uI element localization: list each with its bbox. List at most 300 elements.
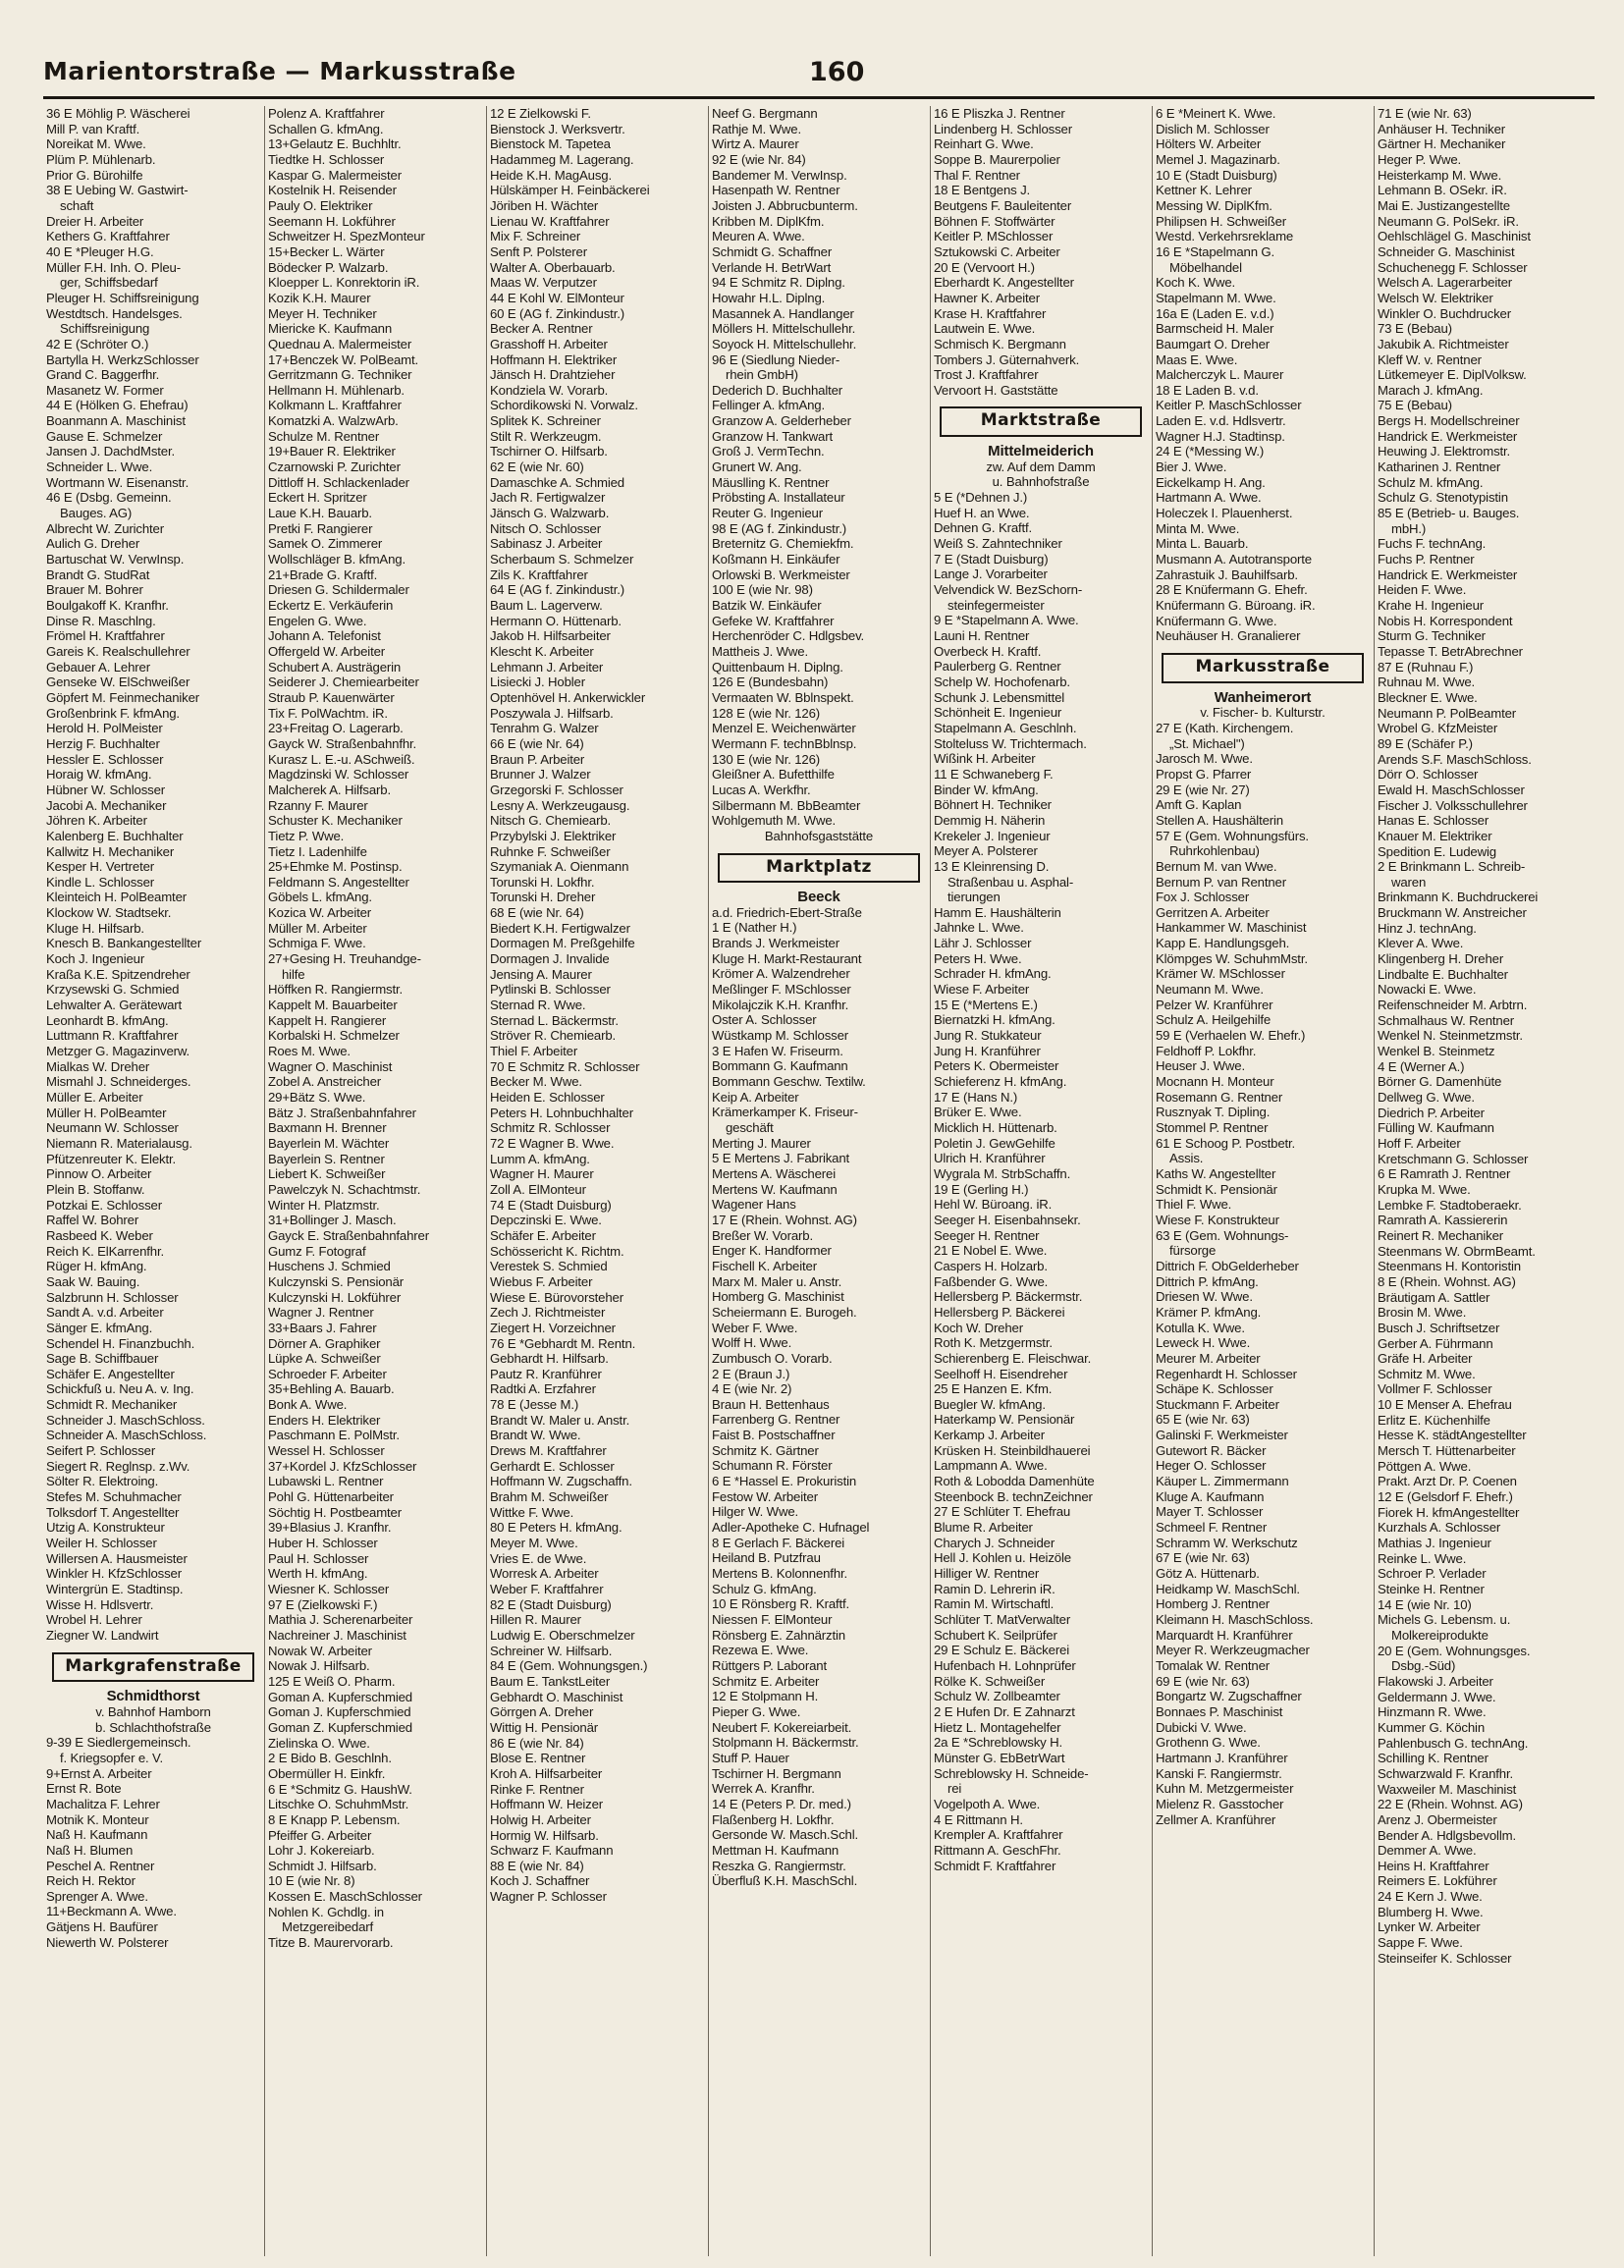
resident-entry: Pleuger H. Schiffsreinigung [46, 290, 199, 305]
resident-entry: Driesen G. Schildermaler [268, 582, 409, 598]
resident-entry: Meyer M. Wwe. [490, 1536, 578, 1551]
resident-entry: Gayck W. Straßenbahnfhr. [268, 735, 417, 751]
resident-entry: Minta M. Wwe. [1156, 520, 1240, 536]
resident-entry: Wrobel G. KfzMeister [1378, 721, 1498, 736]
house-entry: 74 E (Stadt Duisburg) [490, 1197, 612, 1213]
resident-entry: Gayck E. Straßenbahnfahrer [268, 1227, 429, 1243]
resident-entry: Kallwitz H. Mechaniker [46, 843, 175, 859]
house-entry: 27 E Schlüter T. Ehefrau [934, 1504, 1071, 1520]
resident-entry: Paulerberg G. Rentner [934, 659, 1061, 675]
resident-entry: Rüger H. kfmAng. [46, 1259, 147, 1274]
resident-entry: Heuser J. Wwe. [1156, 1058, 1245, 1074]
house-entry: 17 E (Rhein. Wohnst. AG) [712, 1212, 857, 1227]
resident-entry: Metzger G. Magazinverw. [46, 1044, 190, 1059]
resident-entry: Sage B. Schiffbauer [46, 1351, 159, 1367]
resident-entry: Kondziela W. Vorarb. [490, 382, 609, 398]
resident-entry: Plüm P. Mühlenarb. [46, 151, 156, 167]
resident-entry: Breßer W. Vorarb. [712, 1227, 813, 1243]
resident-entry: Lynker W. Arbeiter [1378, 1919, 1481, 1935]
resident-entry: Stuff P. Hauer [712, 1750, 789, 1765]
resident-entry: Krahe H. Ingenieur [1378, 598, 1484, 613]
resident-entry: Dellweg G. Wwe. [1378, 1090, 1475, 1105]
resident-entry: Becker A. Rentner [490, 321, 593, 337]
resident-entry: Pinnow O. Arbeiter [46, 1166, 152, 1182]
resident-entry: Lisiecki J. Hobler [490, 675, 585, 690]
resident-entry: Schmidt R. Mechaniker [46, 1397, 178, 1413]
resident-entry: Schelp W. Hochofenarb. [934, 674, 1070, 689]
resident-entry: Hoff F. Arbeiter [1378, 1135, 1461, 1151]
resident-entry: Nitsch O. Schlosser [490, 520, 601, 536]
resident-entry: Granzow H. Tankwart [712, 428, 833, 444]
resident-entry: Handrick E. Werkmeister [1378, 428, 1518, 444]
directory-column [931, 106, 1153, 2256]
resident-entry: Gerber A. Führmann [1378, 1335, 1493, 1351]
resident-entry: Messing W. DiplKfm. [1156, 197, 1272, 213]
resident-entry: Schickfuß u. Neu A. v. Ing. [46, 1381, 194, 1397]
resident-entry: Rosemann G. Rentner [1156, 1089, 1283, 1105]
house-entry: 6 E *Meinert K. Wwe. [1156, 106, 1276, 121]
house-entry: 12 E (Gelsdorf F. Ehefr.) [1378, 1489, 1513, 1505]
resident-entry: Lehmann J. Arbeiter [490, 659, 604, 675]
resident-entry: Göpfert M. Feinmechaniker [46, 689, 200, 705]
resident-entry: Kaspar G. Malermeister [268, 167, 402, 183]
resident-entry: Bender A. Hdlgsbevollm. [1378, 1827, 1516, 1843]
resident-entry: Schulz M. kfmAng. [1378, 474, 1484, 490]
resident-entry: Handrick E. Werkmeister [1378, 567, 1518, 582]
resident-entry: Philipsen H. Schweißer [1156, 213, 1287, 229]
resident-entry: Winkler O. Buchdrucker [1378, 305, 1511, 321]
resident-entry: Dormagen J. Invalide [490, 951, 610, 967]
resident-entry: Charych J. Schneider [934, 1535, 1056, 1550]
resident-entry: Jarosch M. Wwe. [1156, 751, 1253, 767]
resident-entry: Hilger W. Wwe. [712, 1504, 799, 1520]
resident-entry: Kuhn M. Metzgermeister [1156, 1781, 1294, 1797]
resident-entry: Lesny A. Werkzeugausg. [490, 797, 630, 813]
house-entry: 23+Freitag O. Lagerarb. [268, 721, 404, 736]
house-entry: 84 E (Gem. Wohnungsgen.) [490, 1658, 648, 1674]
resident-entry: Schuster K. Mechaniker [268, 813, 403, 829]
resident-entry: Kapp E. Handlungsgeh. [1156, 936, 1290, 951]
resident-entry: Krekeler J. Ingenieur [934, 828, 1051, 843]
resident-entry: Pfeiffer G. Arbeiter [268, 1827, 372, 1843]
resident-entry: Schneider J. MaschSchloss. [46, 1412, 205, 1428]
resident-entry: Schmitz R. Schlosser [490, 1120, 611, 1136]
resident-entry: Kroh A. Hilfsarbeiter [490, 1765, 603, 1781]
resident-entry: Wagner P. Schlosser [490, 1889, 607, 1905]
resident-entry: Krämerkamper K. Friseur- [712, 1105, 858, 1120]
resident-entry: Jänsch G. Walzwarb. [490, 506, 610, 521]
house-entry: 4 E Rittmann H. [934, 1811, 1023, 1827]
resident-entry: Pautz R. Kranführer [490, 1366, 602, 1381]
resident-entry: Krüsken H. Steinbildhauerei [934, 1442, 1091, 1458]
resident-entry: Masannek A. Handlanger [712, 305, 854, 321]
resident-entry: Wagner H. Maurer [490, 1166, 594, 1182]
resident-entry: Ruhnau M. Wwe. [1378, 675, 1476, 690]
house-entry: 10 E (Stadt Duisburg) [1156, 167, 1277, 183]
resident-entry: Raffel W. Bohrer [46, 1213, 139, 1228]
resident-entry: Caspers H. Holzarb. [934, 1258, 1048, 1273]
resident-entry: Mettman H. Kaufmann [712, 1842, 839, 1858]
resident-entry: Schmisch K. Bergmann [934, 336, 1066, 351]
house-entry: 24 E Kern J. Wwe. [1378, 1889, 1483, 1905]
resident-entry: Brandt W. Maler u. Anstr. [490, 1412, 630, 1428]
house-entry: 21+Brade G. Kraftf. [268, 567, 378, 582]
resident-entry: Kulczynski H. Lokführer [268, 1289, 402, 1305]
resident-entry: Heide K.H. MagAusg. [490, 167, 612, 183]
house-entry: 13 E Kleinrensing D. [934, 858, 1050, 874]
resident-entry: Schneider A. MaschSchloss. [46, 1428, 207, 1443]
resident-entry: Bienstock J. Werksvertr. [490, 121, 625, 136]
resident-entry: Sölter R. Elektroing. [46, 1474, 159, 1489]
resident-entry: Kleff W. v. Rentner [1378, 351, 1482, 367]
resident-entry: Nowak J. Hilfsarb. [268, 1658, 370, 1674]
resident-entry: Jacobi A. Mechaniker [46, 797, 167, 813]
resident-entry: Wermann F. technBblnsp. [712, 735, 857, 751]
resident-entry: Schössericht K. Richtm. [490, 1243, 624, 1259]
resident-entry: Neuhäuser H. Granalierer [1156, 628, 1301, 644]
house-entry: 10 E (wie Nr. 8) [268, 1873, 355, 1889]
house-entry: 17 E (Hans N.) [934, 1089, 1018, 1105]
resident-entry: Festow W. Arbeiter [712, 1488, 818, 1504]
resident-entry: Großenbrink F. kfmAng. [46, 705, 180, 721]
resident-entry: Fuchs P. Rentner [1378, 552, 1475, 567]
resident-entry: Kindle L. Schlosser [46, 874, 155, 890]
resident-entry: Steinseifer K. Schlosser [1378, 1950, 1512, 1966]
resident-entry: Roth K. Metzgermstr. [934, 1335, 1053, 1351]
resident-entry: Hilliger W. Rentner [934, 1566, 1040, 1582]
resident-entry: Sprenger A. Wwe. [46, 1888, 148, 1904]
resident-entry: Pelzer W. Kranführer [1156, 997, 1273, 1012]
resident-entry: Overbeck H. Kraftf. [934, 643, 1042, 659]
resident-entry: Kettner K. Lehrer [1156, 183, 1252, 198]
house-entry: 128 E (wie Nr. 126) [712, 705, 821, 721]
resident-entry: Meyer H. Techniker [268, 305, 377, 321]
house-entry: 13+Gelautz E. Buchhltr. [268, 136, 402, 152]
house-entry: 11 E Schwaneberg F. [934, 766, 1054, 782]
resident-entry: Lubawski L. Rentner [268, 1474, 384, 1489]
resident-entry: Sabinasz J. Arbeiter [490, 536, 603, 552]
resident-entry: Jöriben H. Wächter [490, 197, 599, 213]
resident-entry: Heidkamp W. MaschSchl. [1156, 1581, 1300, 1596]
resident-entry: Müller M. Arbeiter [268, 920, 367, 936]
resident-entry: Plein B. Stoffanw. [46, 1181, 145, 1197]
resident-entry: Siegert R. Reglnsp. z.Wv. [46, 1458, 190, 1474]
house-entry: 29 E (wie Nr. 27) [1156, 782, 1250, 797]
resident-entry: Goman A. Kupferschmied [268, 1689, 412, 1704]
house-entry: 6 E *Schmitz G. HaushW. [268, 1781, 412, 1797]
house-entry: 70 E Schmitz R. Schlosser [490, 1058, 640, 1074]
resident-entry: Gareis K. Realschullehrer [46, 643, 190, 659]
resident-entry: Jung R. Stukkateur [934, 1028, 1042, 1044]
resident-entry: Szymaniak A. Oienmann [490, 859, 629, 875]
house-entry: 12 E Stolpmann H. [712, 1689, 819, 1704]
resident-entry: Rezewa E. Wwe. [712, 1643, 809, 1658]
resident-entry: Knüfermann G. Büroang. iR. [1156, 598, 1316, 613]
resident-entry: Möllers H. Mittelschullehr. [712, 321, 856, 337]
resident-entry: Dislich M. Schlosser [1156, 121, 1270, 136]
resident-entry: Neef G. Bergmann [712, 106, 818, 121]
resident-entry: Krempler A. Kraftfahrer [934, 1827, 1063, 1843]
resident-entry: Offergeld W. Arbeiter [268, 643, 386, 659]
resident-entry: Tepasse T. BetrAbrechner [1378, 643, 1523, 659]
house-entry: 33+Baars J. Fahrer [268, 1320, 377, 1335]
resident-entry: Rasbeed K. Weber [46, 1227, 153, 1243]
house-entry: 20 E (Gem. Wohnungsges. [1378, 1643, 1531, 1658]
resident-entry: Blumberg H. Wwe. [1378, 1904, 1484, 1919]
resident-entry: Wittke F. Wwe. [490, 1504, 574, 1520]
resident-entry: Keip A. Arbeiter [712, 1089, 799, 1105]
resident-entry: Söchtig H. Postbeamter [268, 1504, 402, 1520]
resident-entry: Holwig H. Arbeiter [490, 1811, 591, 1827]
resident-entry: Kluge H. Hilfsarb. [46, 920, 144, 936]
house-entry: 78 E (Jesse M.) [490, 1397, 579, 1413]
resident-entry: Krzysewski G. Schmied [46, 982, 180, 998]
resident-entry: Vermaaten W. Bblnspekt. [712, 689, 854, 705]
resident-entry: Roes M. Wwe. [268, 1044, 351, 1059]
resident-entry: Kluge H. Markt-Restaurant [712, 950, 862, 966]
resident-entry: Feldmann S. Angestellter [268, 874, 409, 890]
resident-entry: Wortmann W. Eisenanstr. [46, 474, 189, 490]
resident-entry: Keitler P. MaschSchlosser [1156, 398, 1302, 413]
resident-entry: Diedrich P. Arbeiter [1378, 1105, 1485, 1120]
resident-entry: Ewald H. MaschSchlosser [1378, 782, 1525, 797]
resident-entry: Heiden F. Wwe. [1378, 582, 1467, 598]
entry-continuation: Bauges. AG) [60, 506, 133, 521]
house-entry: 5 E (*Dehnen J.) [934, 490, 1028, 506]
house-entry: 14 E (Peters P. Dr. med.) [712, 1796, 851, 1811]
resident-entry: Verlande H. BetrWart [712, 259, 832, 275]
resident-entry: Tomalak W. Rentner [1156, 1657, 1271, 1673]
resident-entry: Kerkamp J. Arbeiter [934, 1428, 1045, 1443]
resident-entry: Tombers J. Güternahverk. [934, 351, 1080, 367]
house-entry: 8 E Gerlach F. Bäckerei [712, 1535, 845, 1550]
house-entry: 2 E Hufen Dr. E Zahnarzt [934, 1703, 1075, 1719]
resident-entry: Utzig A. Konstrukteur [46, 1520, 165, 1536]
resident-entry: Schweitzer H. SpezMonteur [268, 229, 425, 244]
resident-entry: Miericke K. Kaufmann [268, 321, 392, 337]
resident-entry: Bartuschat W. VerwInsp. [46, 552, 185, 567]
resident-entry: Hartmann A. Wwe. [1156, 490, 1262, 506]
house-entry: 9+Ernst A. Arbeiter [46, 1765, 152, 1781]
resident-entry: Wagner H.J. Stadtinsp. [1156, 428, 1285, 444]
resident-entry: Wiese E. Bürovorsteher [490, 1289, 623, 1305]
resident-entry: Welsch W. Elektriker [1378, 290, 1493, 305]
house-entry: 68 E (wie Nr. 64) [490, 905, 584, 921]
page-title: Marientorstraße — Markusstraße [43, 57, 516, 85]
resident-entry: Becker M. Wwe. [490, 1074, 582, 1090]
house-entry: 87 E (Ruhnau F.) [1378, 659, 1474, 675]
resident-entry: Heiland B. Putzfrau [712, 1550, 821, 1566]
resident-entry: Wagner O. Maschinist [268, 1058, 393, 1074]
resident-entry: Nobis H. Korrespondent [1378, 613, 1513, 628]
resident-entry: Börner G. Damenhüte [1378, 1074, 1502, 1090]
house-entry: 14 E (wie Nr. 10) [1378, 1596, 1472, 1612]
house-entry: 75 E (Bebau) [1378, 398, 1452, 413]
resident-entry: Seeger H. Rentner [934, 1227, 1040, 1243]
street-range: Bahnhofsgaststätte [764, 828, 874, 843]
resident-entry: Lehwalter A. Gerätewart [46, 998, 183, 1013]
resident-entry: Gerritzmann G. Techniker [268, 367, 412, 383]
resident-entry: Tolksdorf T. Angestellter [46, 1504, 180, 1520]
resident-entry: Binder W. kfmAng. [934, 782, 1039, 797]
resident-entry: Hartmann J. Kranführer [1156, 1750, 1288, 1765]
resident-entry: Kloepper L. Konrektorin iR. [268, 275, 420, 291]
resident-entry: Wrobel H. Lehrer [46, 1612, 142, 1628]
resident-entry: Huschens J. Schmied [268, 1259, 391, 1274]
resident-entry: Rinke F. Rentner [490, 1781, 584, 1797]
resident-entry: Regenhardt H. Schlosser [1156, 1366, 1297, 1381]
house-entry: 37+Kordel J. KfzSchlosser [268, 1458, 417, 1474]
resident-entry: Krömer A. Walzendreher [712, 966, 850, 982]
resident-entry: Arenz J. Obermeister [1378, 1811, 1497, 1827]
resident-entry: Gause E. Schmelzer [46, 428, 163, 444]
resident-entry: Schmidt G. Schaffner [712, 243, 833, 259]
house-entry: 94 E Schmitz R. Diplng. [712, 275, 845, 291]
house-entry: 100 E (wie Nr. 98) [712, 582, 813, 598]
resident-entry: Wüstkamp M. Schlosser [712, 1028, 849, 1044]
resident-entry: Heisterkamp M. Wwe. [1378, 167, 1502, 183]
house-entry: 2 E Bido B. Geschlnh. [268, 1751, 392, 1766]
resident-entry: Schulze M. Rentner [268, 428, 380, 444]
house-entry: 39+Blasius J. Kranfhr. [268, 1520, 392, 1536]
resident-entry: Hoffmann H. Elektriker [490, 351, 618, 367]
resident-entry: Pahlenbusch G. technAng. [1378, 1735, 1529, 1751]
house-entry: 40 E *Pleuger H.G. [46, 243, 154, 259]
house-entry: 15+Becker L. Wärter [268, 243, 385, 259]
resident-entry: Schubert K. Seilprüfer [934, 1627, 1057, 1643]
house-entry: 29 E Schulz E. Bäckerei [934, 1643, 1070, 1658]
page-header [43, 57, 1595, 96]
resident-entry: Steenmans W. ObrmBeamt. [1378, 1243, 1536, 1259]
resident-entry: Herchenröder C. Hdlgsbev. [712, 628, 865, 644]
resident-entry: Zech J. Richtmeister [490, 1305, 606, 1321]
resident-entry: Leweck H. Wwe. [1156, 1335, 1251, 1351]
resident-entry: Grzegorski F. Schlosser [490, 782, 623, 797]
resident-entry: Brandt G. StudRat [46, 567, 150, 582]
resident-entry: Müller E. Arbeiter [46, 1090, 143, 1105]
resident-entry: Schallen G. kfmAng. [268, 121, 384, 136]
resident-entry: Busch J. Schriftsetzer [1378, 1320, 1500, 1335]
house-entry: 10 E Rönsberg R. Kraftf. [712, 1596, 850, 1612]
resident-entry: Albrecht W. Zurichter [46, 520, 164, 536]
resident-entry: Schunk J. Lebensmittel [934, 689, 1065, 705]
resident-entry: Kalenberg E. Buchhalter [46, 828, 184, 843]
resident-entry: Hellersberg P. Bäckerei [934, 1304, 1065, 1320]
resident-entry: Marx M. Maler u. Anstr. [712, 1273, 842, 1289]
resident-entry: Meyer A. Polsterer [934, 843, 1038, 859]
resident-entry: Rüttgers P. Laborant [712, 1657, 827, 1673]
resident-entry: Willersen A. Hausmeister [46, 1550, 188, 1566]
resident-entry: Grasshoff H. Arbeiter [490, 336, 608, 351]
resident-entry: Zahrastuik J. Bauhilfsarb. [1156, 567, 1298, 582]
resident-entry: Bommann G. Kaufmann [712, 1058, 848, 1074]
resident-entry: Seemann H. Lokführer [268, 213, 396, 229]
resident-entry: Reich K. ElKarrenfhr. [46, 1243, 164, 1259]
resident-entry: Welsch A. Lagerarbeiter [1378, 275, 1513, 291]
house-entry: 126 E (Bundesbahn) [712, 675, 829, 690]
resident-entry: Mocnann H. Monteur [1156, 1074, 1274, 1090]
resident-entry: Krämer W. MSchlosser [1156, 966, 1285, 982]
resident-entry: Ramin M. Wirtschaftl. [934, 1596, 1055, 1612]
resident-entry: Müller F.H. Inh. O. Pleu- [46, 259, 181, 275]
resident-entry: Schmidt J. Hilfsarb. [268, 1858, 377, 1873]
house-entry: 46 E (Dsbg. Gemeinn. [46, 490, 172, 506]
house-entry: 125 E Weiß O. Pharm. [268, 1673, 396, 1689]
resident-entry: Ziegner W. Landwirt [46, 1627, 159, 1643]
entry-continuation: Schiffsreinigung [60, 321, 150, 337]
house-entry: 86 E (wie Nr. 84) [490, 1735, 584, 1751]
resident-entry: Liebert K. Schweißer [268, 1166, 386, 1182]
resident-entry: Bräutigam A. Sattler [1378, 1289, 1490, 1305]
resident-entry: Breternitz G. Chemiekfm. [712, 536, 854, 552]
resident-entry: Niessen F. ElMonteur [712, 1612, 833, 1627]
resident-entry: Niemann R. Materialausg. [46, 1135, 192, 1151]
house-entry: 19+Bauer R. Elektriker [268, 444, 396, 459]
house-entry: 98 E (AG f. Zinkindustr.) [712, 520, 846, 536]
resident-entry: Meßlinger F. MSchlosser [712, 982, 851, 998]
resident-entry: Arends S.F. MaschSchloss. [1378, 751, 1532, 767]
resident-entry: Spedition E. Ludewig [1378, 843, 1496, 859]
resident-entry: Ulrich H. Kranführer [934, 1151, 1046, 1166]
resident-entry: Straub P. Kauenwärter [268, 689, 395, 705]
resident-entry: Krämer P. kfmAng. [1156, 1304, 1262, 1320]
resident-entry: Bergs H. Modellschreiner [1378, 413, 1520, 429]
resident-entry: Wolff H. Wwe. [712, 1335, 792, 1351]
resident-entry: Bienstock M. Tapetea [490, 136, 611, 152]
resident-entry: Wiese F. Konstrukteur [1156, 1212, 1279, 1227]
resident-entry: Gätjens H. Baufürer [46, 1919, 158, 1935]
resident-entry: Dörr O. Schlosser [1378, 767, 1479, 783]
resident-entry: Biedert K.H. Fertigwalzer [490, 920, 630, 936]
resident-entry: Hinzmann R. Wwe. [1378, 1704, 1487, 1720]
resident-entry: Adler-Apotheke C. Hufnagel [712, 1520, 870, 1536]
resident-entry: Jensing A. Maurer [490, 966, 592, 982]
resident-entry: Reuter G. Ingenieur [712, 506, 823, 521]
resident-entry: Pretki F. Rangierer [268, 520, 373, 536]
resident-entry: Weiß S. Zahntechniker [934, 536, 1062, 552]
resident-entry: Galinski F. Werkmeister [1156, 1428, 1288, 1443]
resident-entry: Nowacki E. Wwe. [1378, 982, 1477, 998]
resident-entry: Höffken R. Rangiermstr. [268, 982, 404, 998]
resident-entry: a.d. Friedrich-Ebert-Straße [712, 904, 862, 920]
resident-entry: Titze B. Maurervorarb. [268, 1935, 394, 1951]
entry-continuation: hilfe [282, 966, 305, 982]
resident-entry: Steenbock B. technZeichner [934, 1488, 1093, 1504]
resident-entry: Damaschke A. Schmied [490, 474, 624, 490]
resident-entry: Koch W. Dreher [934, 1320, 1023, 1335]
resident-entry: Verestek S. Schmied [490, 1259, 608, 1274]
resident-entry: Granzow A. Gelderheber [712, 413, 851, 429]
resident-entry: Naß H. Blumen [46, 1842, 134, 1858]
entry-continuation: rhein GmbH) [726, 367, 798, 383]
resident-entry: Schierenberg E. Fleischwar. [934, 1350, 1092, 1366]
resident-entry: Wagener Hans [712, 1197, 796, 1213]
resident-entry: Pöttgen A. Wwe. [1378, 1458, 1472, 1474]
resident-entry: Schäfer E. Arbeiter [490, 1227, 596, 1243]
resident-entry: Jöhren K. Arbeiter [46, 813, 147, 829]
resident-entry: Schmitz E. Arbeiter [712, 1673, 820, 1689]
house-entry: 10 E Menser A. Ehefrau [1378, 1397, 1512, 1413]
resident-entry: Jakob H. Hilfsarbeiter [490, 628, 611, 644]
resident-entry: Zobel A. Anstreicher [268, 1074, 382, 1090]
resident-entry: Hormig W. Hilfsarb. [490, 1827, 599, 1843]
resident-entry: Blose E. Rentner [490, 1751, 586, 1766]
resident-entry: Hanas E. Schlosser [1378, 813, 1489, 829]
house-entry: 28 E Knüfermann G. Ehefr. [1156, 582, 1308, 598]
resident-entry: Senft P. Polsterer [490, 243, 587, 259]
resident-entry: Tietz I. Ladenhilfe [268, 843, 367, 859]
resident-entry: Stolpmann H. Bäckermstr. [712, 1735, 859, 1751]
